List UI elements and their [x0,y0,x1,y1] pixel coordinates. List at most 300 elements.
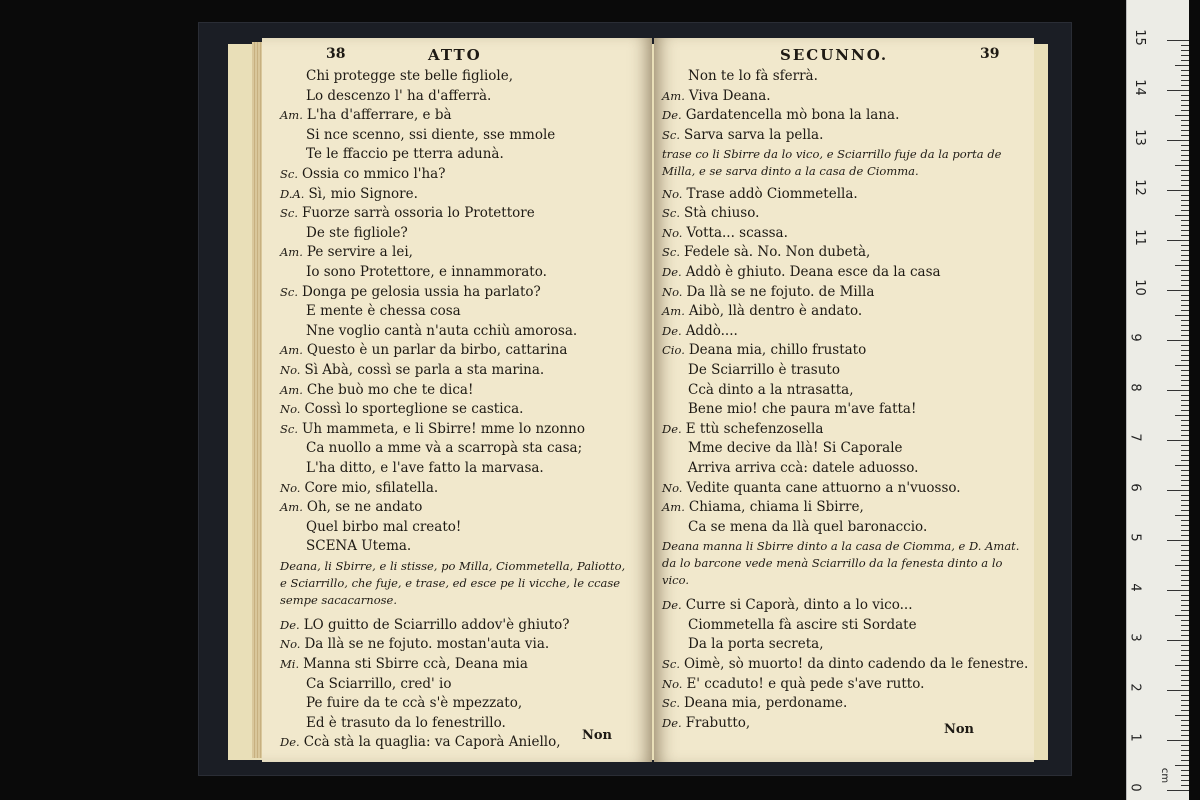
line-text: Deana manna li Sbirre dinto a la casa de Ciomma, e D. Amat. da lo barcone vede menà Sciarrillo da la fenesta dinto a lo vico. [662,539,1020,588]
ruler-minor-tick [1181,380,1189,381]
line-text: Ca Sciarrillo, cred' io [306,675,452,692]
text-line [662,225,788,242]
text-line [662,342,866,359]
line-text: Da llà se ne fojuto. de Milla [686,283,875,300]
line-text: Viva Deana. [688,87,771,104]
ruler-label: 5 [1127,533,1143,542]
ruler-label: 4 [1127,583,1143,592]
line-text: Ossia co mmico l'ha? [301,166,446,182]
text-line [306,303,461,320]
line-text: Votta... scassa. [686,224,788,241]
text-line [280,284,541,301]
ruler-minor-tick [1181,245,1189,246]
ruler-minor-tick [1181,180,1189,181]
ruler-minor-tick [1181,435,1189,436]
line-text: Core mio, sfilatella. [304,479,439,496]
ruler-minor-tick [1175,115,1189,116]
ruler-minor-tick [1181,410,1189,411]
ruler-minor-tick [1181,305,1189,306]
ruler-minor-tick [1181,700,1189,701]
ruler-label: 10 [1131,279,1147,296]
ruler-tick [1167,190,1189,191]
ruler-label: 13 [1131,129,1147,146]
line-text: Oh, se ne andato [306,499,423,516]
ruler-label: 6 [1127,483,1143,492]
ruler-minor-tick [1181,150,1189,151]
text-line [662,303,862,320]
ruler-minor-tick [1181,275,1189,276]
ruler-minor-tick [1181,170,1189,171]
ruler-minor-tick [1181,735,1189,736]
text-line [306,264,547,281]
speaker-label: De. [280,735,300,750]
ruler-minor-tick [1181,130,1189,131]
ruler-minor-tick [1181,760,1189,761]
speaker-label: No. [280,363,301,377]
line-text: Arriva arriva ccà: datele aduosso. [688,460,919,476]
page-number: 39 [980,46,1000,62]
ruler-minor-tick [1181,250,1189,251]
left-page [262,38,652,762]
ruler-minor-tick [1181,95,1189,96]
speaker-label: De. [662,265,682,279]
speaker-label: D.A. [280,186,305,201]
ruler-minor-tick [1181,605,1189,606]
line-text: Ciommetella fà ascire sti Sordate [688,616,917,633]
line-text: Uh mammeta, e li Sbirre! mme lo nzonno [301,420,585,437]
ruler-minor-tick [1181,155,1189,156]
ruler-minor-tick [1181,625,1189,626]
ruler-minor-tick [1181,685,1189,686]
text-line [306,715,506,732]
ruler-tick [1167,90,1189,91]
ruler-minor-tick [1181,330,1189,331]
ruler-label: 7 [1127,433,1143,442]
ruler-minor-tick [1175,315,1189,316]
ruler-minor-tick [1175,65,1189,66]
text-line [280,342,567,359]
ruler-minor-tick [1181,270,1189,271]
ruler-minor-tick [1181,755,1189,756]
speaker-label: Cio. [662,343,685,358]
text-line [662,480,961,497]
text-line [688,401,916,418]
ruler-minor-tick [1181,650,1189,651]
text-line [280,480,438,497]
line-text: Mme decive da llà! Si Caporale [688,440,903,457]
ruler-minor-tick [1181,255,1189,256]
line-text: Io sono Protettore, e innammorato. [306,264,547,280]
line-text: Si nce scenno, ssi diente, sse mmole [306,126,556,143]
line-text: Te le ffaccio pe tterra adunà. [306,146,504,163]
line-text: Gardatencella mò bona la lana. [685,107,900,124]
ruler-tick [1167,690,1189,691]
ruler-tick [1167,390,1189,391]
line-text: Lo descenzo l' ha d'afferrà. [306,87,492,104]
ruler-minor-tick [1181,695,1189,696]
speaker-label: No. [280,637,301,652]
ruler-minor-tick [1181,335,1189,336]
ruler-minor-tick [1181,780,1189,781]
line-text: Sì, mio Signore. [308,185,418,202]
ruler-label: 1 [1127,733,1143,742]
ruler-label: 12 [1131,179,1147,196]
line-text: LO guitto de Sciarrillo addov'è ghiuto? [303,616,570,633]
line-text: Deana mia, perdoname. [683,695,848,712]
ruler-minor-tick [1175,565,1189,566]
ruler-tick [1167,740,1189,741]
line-text: Cossì lo sporteglione se castica. [304,401,524,418]
ruler-minor-tick [1181,425,1189,426]
ruler-minor-tick [1181,670,1189,671]
ruler-minor-tick [1181,745,1189,746]
text-line [280,636,549,653]
ruler-minor-tick [1181,620,1189,621]
ruler-minor-tick [1181,205,1189,206]
text-line [662,88,771,105]
right-page [654,38,1034,762]
line-text: trase co li Sbirre da lo vico, e Sciarrillo fuje da la porta de Milla, e se sarva dinto a la casa de Ciomma. [662,147,1002,179]
line-text: Stà chiuso. [683,205,760,222]
speaker-label: No. [662,186,683,201]
line-text: Sì Abà, cossì se parla a sta marina. [304,362,545,378]
ruler-minor-tick [1181,580,1189,581]
line-text: Addò.... [685,322,738,339]
running-header: ATTO [428,46,482,64]
text-line [662,715,750,732]
text-line [280,617,570,634]
ruler-minor-tick [1181,530,1189,531]
ruler-minor-tick [1181,160,1189,161]
ruler-minor-tick [1181,705,1189,706]
ruler-minor-tick [1181,420,1189,421]
text-line [688,382,854,399]
line-text: De Sciarrillo è trasuto [688,362,840,378]
line-text: Nne voglio cantà n'auta cchiù amorosa. [306,322,578,339]
ruler-minor-tick [1175,465,1189,466]
ruler-minor-tick [1181,230,1189,231]
line-text: Curre si Caporà, dinto a lo vico... [685,597,913,614]
ruler-minor-tick [1181,635,1189,636]
text-line [306,440,582,457]
ruler-tick [1167,340,1189,341]
speaker-label: Mi. [280,657,300,671]
ruler-tick [1167,590,1189,591]
speaker-label: Sc. [280,206,298,221]
text-line [662,284,874,301]
ruler-minor-tick [1181,535,1189,536]
ruler-minor-tick [1181,110,1189,111]
text-line [306,538,411,555]
ruler-minor-tick [1181,485,1189,486]
ruler-minor-tick [1181,770,1189,771]
ruler-minor-tick [1181,45,1189,46]
text-line [662,107,899,124]
text-line [306,88,491,105]
ruler-minor-tick [1181,360,1189,361]
ruler-minor-tick [1181,50,1189,51]
speaker-label: De. [662,715,682,730]
line-text: E mente è chessa cosa [306,303,461,320]
ruler-minor-tick [1181,720,1189,721]
line-text: L'ha d'afferrare, e bà [306,107,452,124]
ruler-minor-tick [1181,385,1189,386]
ruler-minor-tick [1181,475,1189,476]
ruler-minor-tick [1181,135,1189,136]
ruler-minor-tick [1181,75,1189,76]
ruler-minor-tick [1181,460,1189,461]
text-line [280,186,418,203]
ruler-minor-tick [1175,165,1189,166]
ruler-minor-tick [1181,210,1189,211]
ruler-minor-tick [1181,710,1189,711]
line-text: Ca se mena da llà quel baronaccio. [688,518,928,535]
ruler-label: 2 [1127,683,1143,692]
line-text: Pe servire a lei, [306,244,413,261]
speaker-label: Am. [662,304,685,319]
speaker-label: De. [662,323,682,338]
line-text: Questo è un parlar da birbo, cattarina [306,342,568,359]
ruler-minor-tick [1175,365,1189,366]
text-line [280,421,585,438]
line-text: Da la porta secreta, [688,636,824,653]
line-text: Aibò, llà dentro è andato. [688,303,863,320]
speaker-label: Sc. [662,245,680,260]
ruler-minor-tick [1181,455,1189,456]
line-text: Deana, li Sbirre, e li stisse, po Milla, Ciommetella, Paliotto, e Sciarrillo, che fuje, e trase, ed esce pe li vicche, le ccase sempe sacacarnose. [280,559,626,607]
text-line [280,401,523,418]
page-number: 38 [326,46,346,62]
ruler-minor-tick [1181,370,1189,371]
ruler-minor-tick [1181,260,1189,261]
text-line [662,264,941,281]
text-line [280,107,452,124]
ruler-minor-tick [1181,280,1189,281]
text-line [306,519,461,536]
ruler-minor-tick [1181,595,1189,596]
catchword: Non [944,722,975,737]
ruler-minor-tick [1181,510,1189,511]
text-line [306,695,522,712]
text-line [306,127,555,144]
ruler-minor-tick [1181,120,1189,121]
line-text: Non te lo fà sferrà. [688,68,818,84]
ruler-minor-tick [1181,375,1189,376]
ruler-label: 11 [1131,229,1147,246]
text-line [280,244,413,261]
line-text: Donga pe gelosia ussia ha parlato? [301,283,541,300]
text-line [280,205,535,222]
speaker-label: Am. [280,500,303,515]
text-line [306,225,408,242]
speaker-label: No. [662,284,683,299]
ruler-minor-tick [1181,785,1189,786]
ruler-tick [1167,540,1189,541]
ruler-minor-tick [1181,675,1189,676]
ruler-label: 14 [1131,79,1147,96]
ruler-label: 0 [1127,783,1143,792]
ruler-minor-tick [1181,470,1189,471]
text-line [688,617,917,634]
line-text: Frabutto, [685,714,751,731]
ruler-minor-tick [1181,325,1189,326]
text-line [306,460,544,477]
speaker-label: No. [662,480,683,495]
ruler-minor-tick [1181,560,1189,561]
ruler-minor-tick [1181,775,1189,776]
ruler-minor-tick [1181,295,1189,296]
text-line [306,323,577,340]
ruler-minor-tick [1181,480,1189,481]
speaker-label: De. [662,108,682,123]
text-line [280,656,528,673]
text-line [688,460,918,477]
ruler-minor-tick [1181,555,1189,556]
ruler-minor-tick [1181,175,1189,176]
ruler-minor-tick [1181,125,1189,126]
line-text: Ed è trasuto da lo fenestrillo. [306,714,506,731]
ruler-tick [1167,40,1189,41]
speaker-label: De. [662,421,682,436]
text-line [280,166,445,183]
line-text: Che buò mo che te dica! [306,381,474,398]
ruler-minor-tick [1181,285,1189,286]
ruler-minor-tick [1181,520,1189,521]
ruler-minor-tick [1181,345,1189,346]
ruler-minor-tick [1181,630,1189,631]
ruler-minor-tick [1181,145,1189,146]
ruler-minor-tick [1181,70,1189,71]
ruler-label: 9 [1127,333,1143,342]
text-line [662,538,1022,589]
ruler-minor-tick [1181,320,1189,321]
line-text: Oimè, sò muorto! da dinto cadendo da le fenestre. [683,656,1029,672]
text-line [662,421,823,438]
ruler-label: 8 [1127,383,1143,392]
text-line [280,499,422,516]
measuring-ruler [1126,0,1189,800]
ruler-tick [1167,440,1189,441]
line-text: Fuorze sarrà ossoria lo Protettore [301,205,535,222]
ruler-minor-tick [1181,600,1189,601]
text-line [662,244,870,261]
speaker-label: Sc. [280,421,298,436]
text-line [662,656,1028,673]
ruler-minor-tick [1175,415,1189,416]
speaker-label: De. [280,617,300,632]
ruler-minor-tick [1181,525,1189,526]
ruler-minor-tick [1181,220,1189,221]
speaker-label: Sc. [662,657,680,671]
ruler-minor-tick [1181,200,1189,201]
ruler-minor-tick [1181,300,1189,301]
text-line [280,362,544,379]
ruler-minor-tick [1181,550,1189,551]
ruler-minor-tick [1181,55,1189,56]
ruler-tick [1167,290,1189,291]
ruler-tick [1167,640,1189,641]
ruler-label: 15 [1131,29,1147,46]
text-line [662,676,924,693]
ruler-minor-tick [1181,725,1189,726]
line-text: Chiama, chiama li Sbirre, [688,499,864,516]
speaker-label: No. [280,480,301,495]
ruler-minor-tick [1181,85,1189,86]
ruler-minor-tick [1181,750,1189,751]
ruler-minor-tick [1181,495,1189,496]
ruler-minor-tick [1181,680,1189,681]
line-text: Trase addò Ciommetella. [686,185,858,202]
ruler-minor-tick [1181,430,1189,431]
text-line [280,734,561,751]
speaker-label: No. [662,225,683,240]
speaker-label: Am. [280,343,303,358]
text-line [662,695,847,712]
ruler-unit: cm [1159,767,1171,784]
speaker-label: No. [662,676,683,691]
ruler-minor-tick [1175,515,1189,516]
speaker-label: Am. [662,88,685,103]
line-text: Fedele sà. No. Non dubetà, [683,244,871,261]
ruler-minor-tick [1181,80,1189,81]
ruler-minor-tick [1175,665,1189,666]
ruler-minor-tick [1181,445,1189,446]
ruler-minor-tick [1181,395,1189,396]
line-text: Deana mia, chillo frustato [688,342,867,359]
text-line [662,205,759,222]
speaker-label: Sc. [280,284,298,299]
ruler-minor-tick [1181,60,1189,61]
ruler-tick [1167,140,1189,141]
text-line [688,519,927,536]
line-text: L'ha ditto, e l'ave fatto la marvasa. [306,460,544,476]
ruler-minor-tick [1181,195,1189,196]
ruler-tick [1167,240,1189,241]
ruler-minor-tick [1181,645,1189,646]
line-text: Ccà dinto a la ntrasatta, [688,381,854,398]
text-line [688,440,903,457]
ruler-minor-tick [1181,355,1189,356]
line-text: Ccà stà la quaglia: va Caporà Aniello, [303,734,561,751]
speaker-label: De. [662,598,682,613]
line-text: De ste figliole? [306,224,408,241]
ruler-minor-tick [1181,545,1189,546]
speaker-label: Am. [662,500,685,515]
text-line [662,146,1022,180]
text-line [688,362,840,379]
speaker-label: Am. [280,245,303,260]
line-text: Vedite quanta cane attuorno a n'vuosso. [686,479,961,496]
line-text: Pe fuire da te ccà s'è mpezzato, [306,695,523,712]
ruler-minor-tick [1175,765,1189,766]
ruler-minor-tick [1181,500,1189,501]
ruler-minor-tick [1181,660,1189,661]
speaker-label: Sc. [662,206,680,221]
line-text: Da llà se ne fojuto. mostan'auta via. [304,636,550,653]
line-text: Chi protegge ste belle figliole, [306,68,514,84]
speaker-label: Sc. [280,167,298,181]
ruler-minor-tick [1181,610,1189,611]
ruler-minor-tick [1181,310,1189,311]
ruler-minor-tick [1181,730,1189,731]
line-text: Addò è ghiuto. Deana esce da la casa [685,264,941,280]
line-text: Ca nuollo a mme và a scarropà sta casa; [306,440,583,457]
line-text: Bene mio! che paura m'ave fatta! [688,401,917,418]
ruler-minor-tick [1181,505,1189,506]
ruler-minor-tick [1181,450,1189,451]
line-text: E' ccaduto! e quà pede s'ave rutto. [686,675,925,692]
line-text: Sarva sarva la pella. [683,126,824,143]
